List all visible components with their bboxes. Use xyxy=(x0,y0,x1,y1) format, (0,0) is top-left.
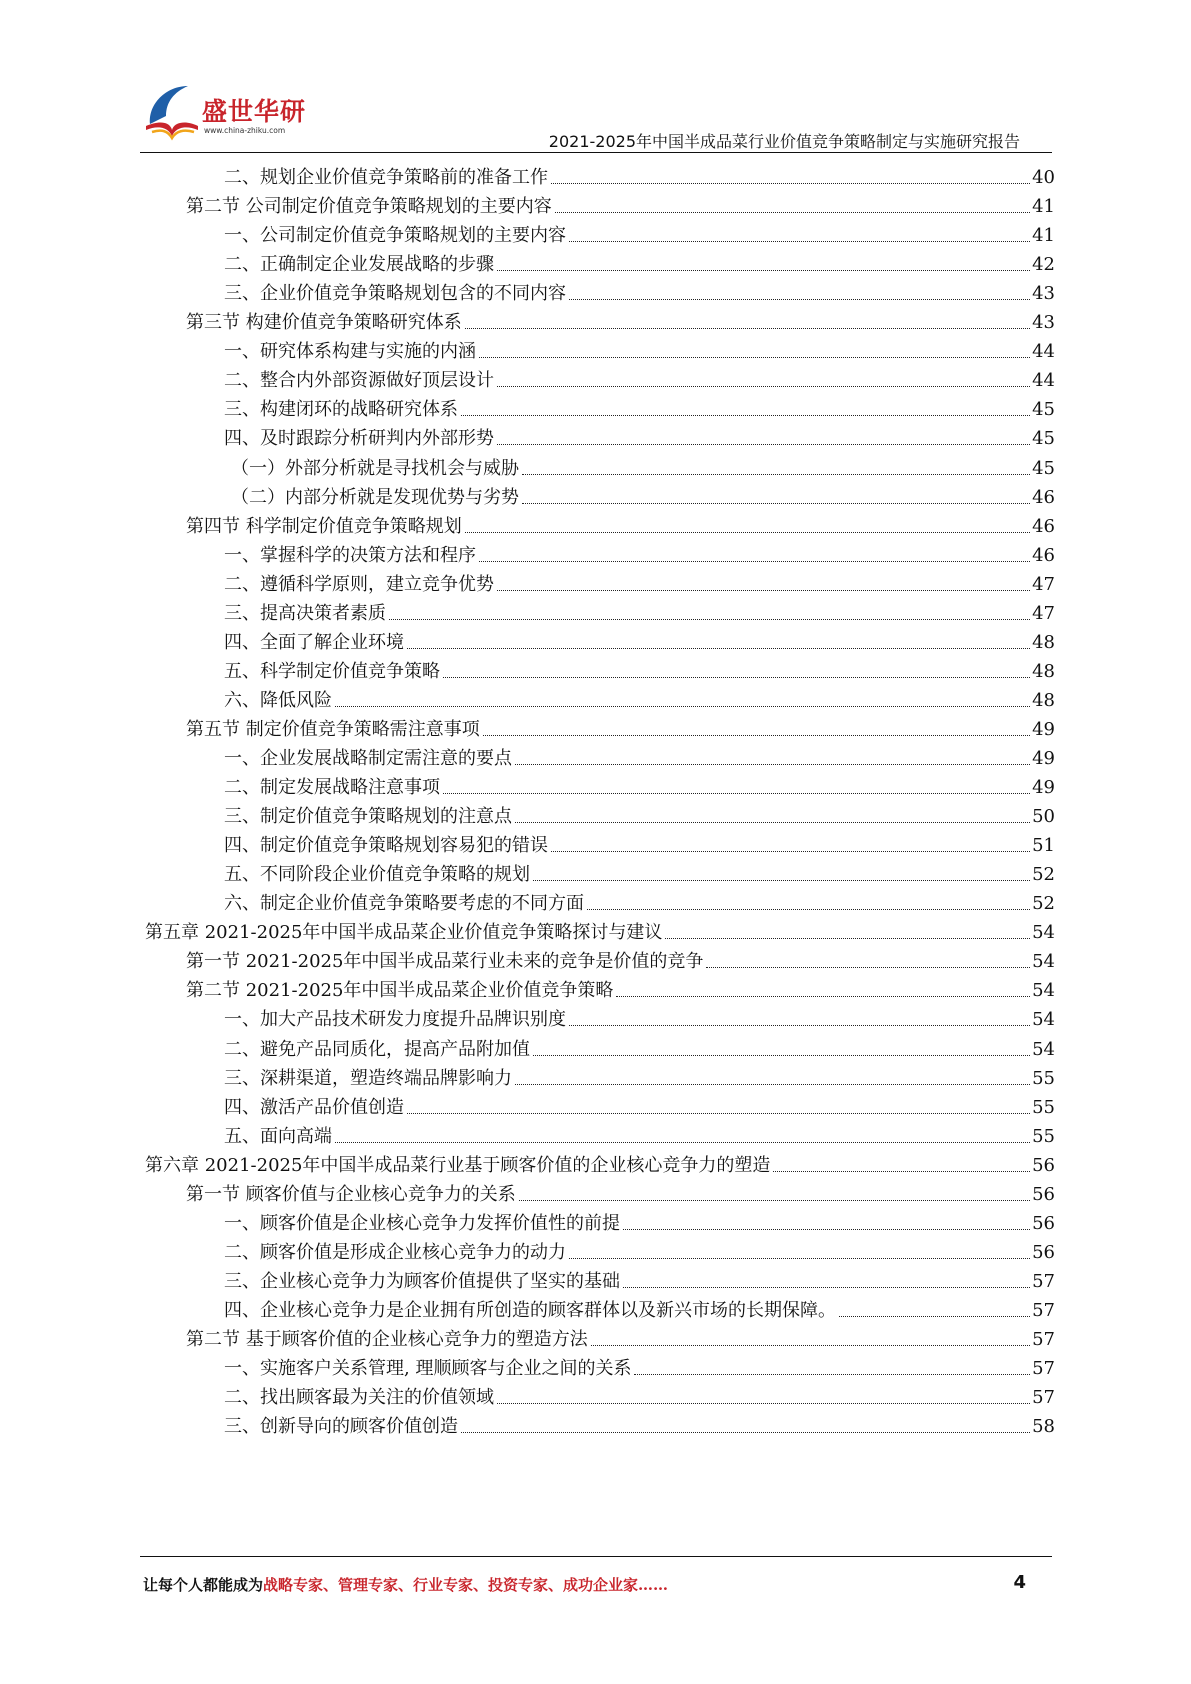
toc-entry[interactable] xyxy=(224,395,1055,421)
toc-entry-page: 57 xyxy=(1032,1299,1055,1321)
toc-entry-page: 46 xyxy=(1032,515,1055,537)
toc-entry-page: 51 xyxy=(1032,835,1055,857)
toc-entry-page: 54 xyxy=(1032,951,1055,973)
toc-entry-label: 二、制定发展战略注意事项 xyxy=(224,777,440,799)
toc-entry-label: 二、顾客价值是形成企业核心竞争力的动力 xyxy=(224,1241,566,1263)
toc-entry-page: 48 xyxy=(1032,689,1055,711)
toc-entry-label: （一）外部分析就是寻找机会与威胁 xyxy=(231,457,519,479)
document-title: 2021-2025年中国半成品菜行业价值竞争策略制定与实施研究报告 xyxy=(548,132,1020,151)
toc-entry-page: 42 xyxy=(1032,254,1055,276)
toc-dot-leader xyxy=(706,967,1030,968)
toc-entry[interactable] xyxy=(224,541,1055,567)
toc-dot-leader xyxy=(407,648,1030,649)
toc-dot-leader xyxy=(465,532,1030,533)
toc-entry-page: 54 xyxy=(1032,922,1055,944)
toc-dot-leader xyxy=(551,851,1030,852)
toc-entry-label: 第一节 2021-2025年中国半成品菜行业未来的竞争是价值的竞争 xyxy=(186,951,704,973)
toc-entry-label: 五、科学制定价值竞争策略 xyxy=(224,660,440,682)
toc-dot-leader xyxy=(335,1142,1030,1143)
toc-entry-page: 58 xyxy=(1032,1416,1055,1438)
toc-entry[interactable] xyxy=(186,192,1055,218)
toc-entry[interactable] xyxy=(224,831,1055,857)
toc-entry[interactable] xyxy=(186,947,1055,973)
toc-dot-leader xyxy=(591,1345,1030,1346)
toc-entry-label: 第六章 2021-2025年中国半成品菜行业基于顾客价值的企业核心竞争力的塑造 xyxy=(145,1154,771,1176)
toc-entry-label: 第二节 基于顾客价值的企业核心竞争力的塑造方法 xyxy=(186,1329,588,1350)
toc-entry[interactable] xyxy=(224,889,1055,915)
toc-entry-label: 三、企业核心竞争力为顾客价值提供了坚实的基础 xyxy=(224,1270,620,1292)
toc-dot-leader xyxy=(497,386,1030,387)
toc-dot-leader xyxy=(569,241,1030,242)
toc-entry[interactable] xyxy=(186,976,1055,1002)
toc-entry-page: 49 xyxy=(1032,718,1055,740)
toc-entry-label: 一、公司制定价值竞争策略规划的主要内容 xyxy=(224,225,566,247)
toc-entry-label: 三、提高决策者素质 xyxy=(224,602,386,624)
toc-entry-label: 三、创新导向的顾客价值创造 xyxy=(224,1416,458,1438)
toc-dot-leader xyxy=(515,1084,1030,1085)
toc-entry-page: 43 xyxy=(1032,312,1055,334)
footer-slogan-highlight: 战略专家、管理专家、行业专家、投资专家、成功企业家…… xyxy=(263,1576,669,1594)
toc-entry-page: 52 xyxy=(1032,864,1055,886)
toc-entry-page: 41 xyxy=(1032,225,1055,247)
toc-dot-leader xyxy=(389,619,1030,620)
toc-entry-label: 五、面向高端 xyxy=(224,1125,332,1147)
toc-dot-leader xyxy=(515,764,1030,765)
footer-slogan-prefix: 让每个人都能成为 xyxy=(143,1576,264,1594)
toc-entry[interactable] xyxy=(224,163,1055,189)
toc-entry-page: 41 xyxy=(1032,196,1055,218)
page-header xyxy=(0,0,1191,150)
toc-entry-label: 二、找出顾客最为关注的价值领域 xyxy=(224,1387,494,1409)
toc-entry-label: 第五章 2021-2025年中国半成品菜企业价值竞争策略探讨与建议 xyxy=(145,922,663,944)
toc-dot-leader xyxy=(522,503,1030,504)
toc-entry-page: 47 xyxy=(1032,602,1055,624)
toc-entry[interactable] xyxy=(224,1122,1055,1148)
toc-entry-page: 52 xyxy=(1032,893,1055,915)
toc-entry[interactable] xyxy=(145,918,1055,944)
toc-entry-page: 47 xyxy=(1032,573,1055,595)
toc-entry-label: 三、构建闭环的战略研究体系 xyxy=(224,399,458,421)
toc-entry-label: 六、降低风险 xyxy=(224,689,332,711)
footer-divider xyxy=(140,1556,1052,1557)
toc-entry-page: 40 xyxy=(1032,167,1055,188)
toc-dot-leader xyxy=(461,415,1030,416)
toc-entry[interactable] xyxy=(224,1238,1055,1264)
toc-entry-page: 45 xyxy=(1032,399,1055,421)
toc-entry-page: 44 xyxy=(1032,341,1055,363)
toc-entry[interactable] xyxy=(224,1064,1055,1090)
toc-dot-leader xyxy=(569,1025,1030,1026)
toc-dot-leader xyxy=(623,1229,1030,1230)
page-number: 4 xyxy=(1013,1572,1026,1593)
toc-entry-label: 第三节 构建价值竞争策略研究体系 xyxy=(186,312,462,334)
toc-entry[interactable] xyxy=(224,250,1055,276)
toc-entry[interactable] xyxy=(224,1412,1055,1438)
toc-dot-leader xyxy=(479,357,1030,358)
toc-entry[interactable] xyxy=(224,1209,1055,1235)
toc-entry[interactable] xyxy=(231,483,1055,509)
book-swoosh-icon xyxy=(140,80,204,144)
toc-entry-label: 五、不同阶段企业价值竞争策略的规划 xyxy=(224,864,530,886)
toc-entry-label: 第二节 2021-2025年中国半成品菜企业价值竞争策略 xyxy=(186,980,614,1002)
toc-entry-label: 一、加大产品技术研发力度提升品牌识别度 xyxy=(224,1009,566,1031)
toc-dot-leader xyxy=(479,561,1030,562)
toc-dot-leader xyxy=(515,822,1030,823)
toc-entry-page: 55 xyxy=(1032,1067,1055,1089)
toc-entry[interactable] xyxy=(231,454,1055,480)
toc-entry-label: 二、规划企业价值竞争策略前的准备工作 xyxy=(224,167,548,188)
toc-dot-leader xyxy=(519,1200,1030,1201)
toc-entry[interactable] xyxy=(186,512,1055,538)
toc-entry-label: 四、及时跟踪分析研判内外部形势 xyxy=(224,428,494,450)
toc-entry-page: 49 xyxy=(1032,748,1055,769)
toc-entry[interactable] xyxy=(224,1354,1055,1380)
toc-entry-label: 四、全面了解企业环境 xyxy=(224,631,404,653)
toc-entry-label: 一、企业发展战略制定需注意的要点 xyxy=(224,748,512,769)
toc-entry[interactable] xyxy=(224,221,1055,247)
header-divider xyxy=(140,152,1052,153)
toc-entry-page: 44 xyxy=(1032,370,1055,392)
toc-entry-label: 三、深耕渠道，塑造终端品牌影响力 xyxy=(224,1067,512,1089)
toc-dot-leader xyxy=(569,1258,1030,1259)
toc-dot-leader xyxy=(533,880,1030,881)
toc-entry-label: 二、整合内外部资源做好顶层设计 xyxy=(224,370,494,392)
toc-dot-leader xyxy=(551,183,1030,184)
toc-entry[interactable] xyxy=(224,860,1055,886)
toc-entry[interactable] xyxy=(224,773,1055,799)
toc-dot-leader xyxy=(665,938,1030,939)
toc-entry-label: 二、遵循科学原则，建立竞争优势 xyxy=(224,573,494,595)
toc-entry[interactable] xyxy=(186,308,1055,334)
toc-dot-leader xyxy=(773,1171,1030,1172)
toc-entry-page: 55 xyxy=(1032,1096,1055,1118)
toc-dot-leader xyxy=(533,1055,1030,1056)
toc-entry-label: 四、激活产品价值创造 xyxy=(224,1096,404,1118)
toc-dot-leader xyxy=(616,996,1030,997)
toc-entry[interactable] xyxy=(224,1267,1055,1293)
toc-entry-label: 第五节 制定价值竞争策略需注意事项 xyxy=(186,718,480,740)
toc-entry-page: 43 xyxy=(1032,283,1055,305)
toc-entry-page: 57 xyxy=(1032,1387,1055,1409)
toc-dot-leader xyxy=(555,212,1030,213)
brand-url: www.china-zhiku.com xyxy=(204,126,286,135)
toc-entry-label: 一、掌握科学的决策方法和程序 xyxy=(224,544,476,566)
toc-entry[interactable] xyxy=(224,570,1055,596)
toc-entry[interactable] xyxy=(224,1093,1055,1119)
toc-entry[interactable] xyxy=(186,715,1055,741)
toc-entry-page: 46 xyxy=(1032,544,1055,566)
toc-entry-page: 48 xyxy=(1032,660,1055,682)
toc-entry-label: 六、制定企业价值竞争策略要考虑的不同方面 xyxy=(224,893,584,915)
toc-entry[interactable] xyxy=(224,599,1055,625)
toc-entry-page: 54 xyxy=(1032,980,1055,1002)
toc-dot-leader xyxy=(839,1316,1030,1317)
toc-entry[interactable] xyxy=(224,279,1055,305)
toc-dot-leader xyxy=(587,909,1030,910)
toc-entry-page: 56 xyxy=(1032,1241,1055,1263)
toc-entry[interactable] xyxy=(224,657,1055,683)
toc-dot-leader xyxy=(483,735,1030,736)
toc-entry-label: 三、制定价值竞争策略规划的注意点 xyxy=(224,806,512,828)
brand-name: 盛世华研 xyxy=(202,97,307,126)
toc-entry-page: 49 xyxy=(1032,777,1055,799)
toc-dot-leader xyxy=(497,444,1030,445)
toc-entry[interactable] xyxy=(224,628,1055,654)
toc-dot-leader xyxy=(497,270,1030,271)
toc-entry-page: 56 xyxy=(1032,1154,1055,1176)
toc-entry-page: 46 xyxy=(1032,486,1055,508)
toc-entry-page: 55 xyxy=(1032,1125,1055,1147)
toc-dot-leader xyxy=(465,328,1030,329)
toc-entry[interactable] xyxy=(186,1180,1055,1206)
toc-entry[interactable] xyxy=(224,802,1055,828)
toc-entry[interactable] xyxy=(224,1005,1055,1031)
toc-dot-leader xyxy=(497,590,1030,591)
toc-entry-page: 48 xyxy=(1032,631,1055,653)
toc-entry-page: 57 xyxy=(1032,1270,1055,1292)
toc-dot-leader xyxy=(407,1113,1030,1114)
toc-dot-leader xyxy=(569,299,1030,300)
toc-dot-leader xyxy=(623,1287,1030,1288)
toc-entry[interactable] xyxy=(224,686,1055,712)
toc-entry-page: 45 xyxy=(1032,428,1055,450)
toc-entry-page: 50 xyxy=(1032,806,1055,828)
toc-entry-label: 一、顾客价值是企业核心竞争力发挥价值性的前提 xyxy=(224,1212,620,1234)
toc-entry-page: 45 xyxy=(1032,457,1055,479)
toc-dot-leader xyxy=(522,474,1030,475)
toc-entry[interactable] xyxy=(186,1325,1055,1351)
toc-entry-label: 第四节 科学制定价值竞争策略规划 xyxy=(186,515,462,537)
toc-entry-page: 56 xyxy=(1032,1212,1055,1234)
toc-entry[interactable] xyxy=(224,1035,1055,1061)
toc-entry-label: 三、企业价值竞争策略规划包含的不同内容 xyxy=(224,283,566,305)
toc-entry-label: 第一节 顾客价值与企业核心竞争力的关系 xyxy=(186,1183,516,1205)
toc-entry-label: （二）内部分析就是发现优势与劣势 xyxy=(231,486,519,508)
toc-dot-leader xyxy=(634,1374,1030,1375)
toc-entry-page: 54 xyxy=(1032,1009,1055,1031)
toc-entry-label: 一、研究体系构建与实施的内涵 xyxy=(224,341,476,363)
toc-entry-page: 57 xyxy=(1032,1358,1055,1380)
toc-entry-label: 第二节 公司制定价值竞争策略规划的主要内容 xyxy=(186,196,552,218)
footer-slogan xyxy=(143,1574,668,1595)
toc-dot-leader xyxy=(443,793,1030,794)
toc-dot-leader xyxy=(497,1403,1030,1404)
toc-entry-page: 57 xyxy=(1032,1329,1055,1350)
toc-entry[interactable] xyxy=(224,337,1055,363)
toc-entry[interactable] xyxy=(224,1296,1055,1322)
toc-entry-label: 四、企业核心竞争力是企业拥有所创造的顾客群体以及新兴市场的长期保障。 xyxy=(224,1299,836,1321)
toc-entry[interactable] xyxy=(224,424,1055,450)
toc-entry[interactable] xyxy=(145,1151,1055,1177)
toc-entry-page: 56 xyxy=(1032,1183,1055,1205)
toc-entry[interactable] xyxy=(224,366,1055,392)
toc-entry-label: 二、避免产品同质化，提高产品附加值 xyxy=(224,1038,530,1060)
toc-entry-label: 二、正确制定企业发展战略的步骤 xyxy=(224,254,494,276)
toc-entry-page: 54 xyxy=(1032,1038,1055,1060)
toc-dot-leader xyxy=(443,677,1030,678)
toc-entry-label: 一、实施客户关系管理, 理顺顾客与企业之间的关系 xyxy=(224,1358,632,1380)
toc-entry[interactable] xyxy=(224,1383,1055,1409)
brand-logo xyxy=(140,80,307,150)
toc-dot-leader xyxy=(461,1432,1030,1433)
toc-entry[interactable] xyxy=(224,744,1055,770)
toc-entry-label: 四、制定价值竞争策略规划容易犯的错误 xyxy=(224,835,548,857)
toc-dot-leader xyxy=(335,706,1030,707)
